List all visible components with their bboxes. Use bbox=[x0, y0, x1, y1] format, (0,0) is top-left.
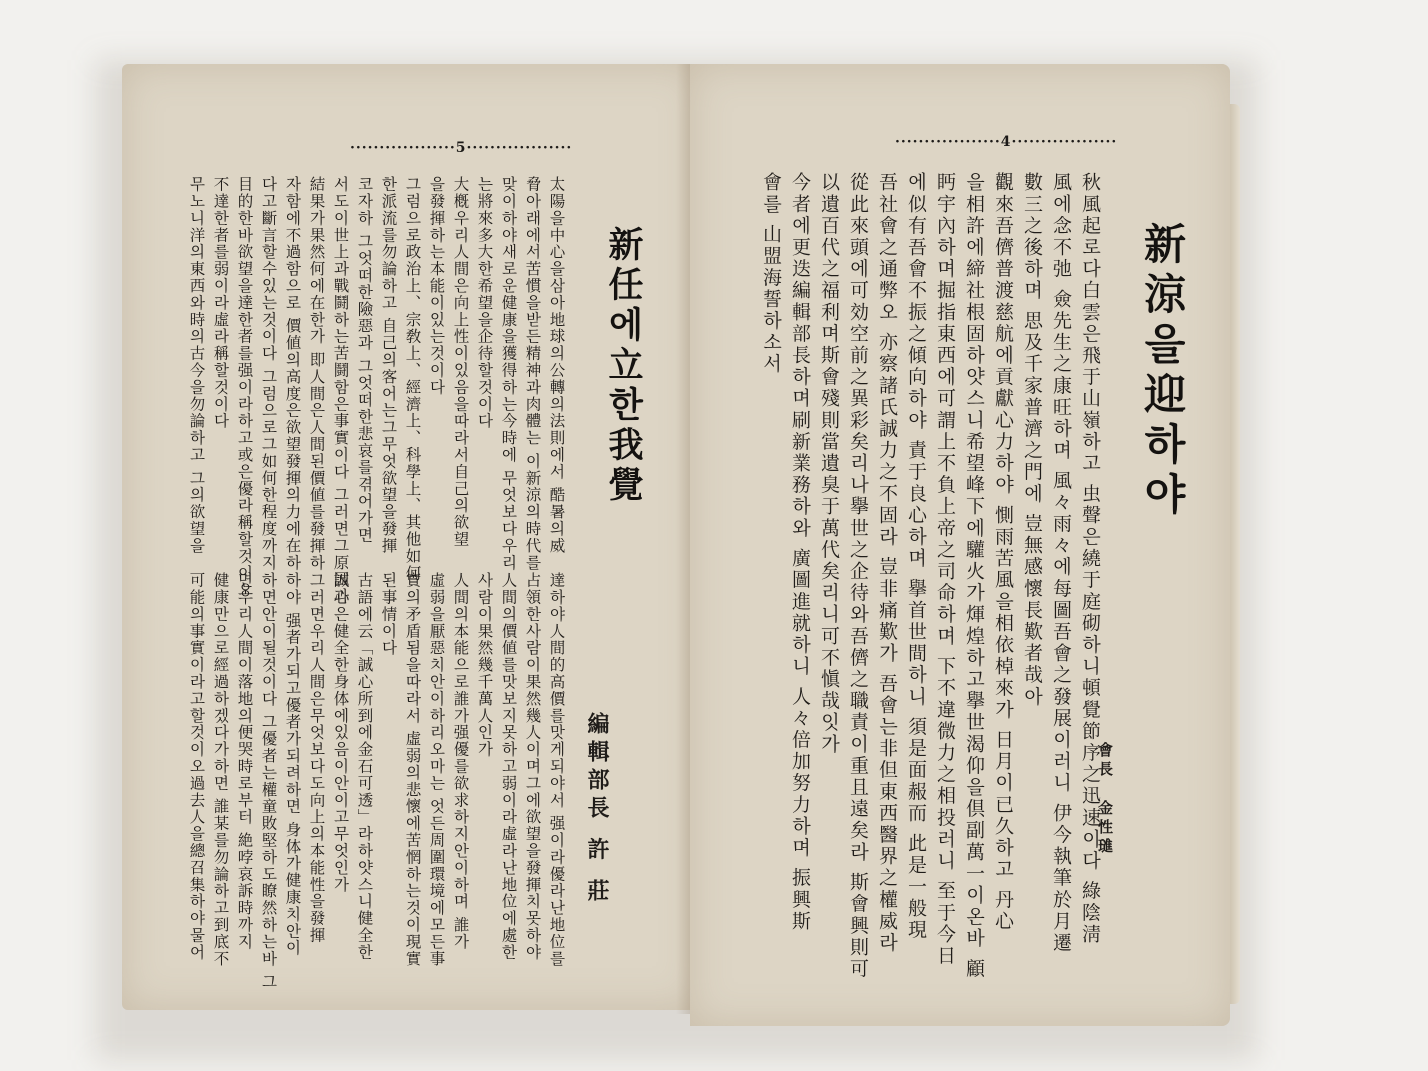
left-upper-column: 結果가果然何에在한가 即人間은人間된價値를發揮하 bbox=[307, 176, 326, 572]
left-upper-column: 한派流를勿論하고 自己의客어는그무엇欲望을發揮 bbox=[379, 176, 398, 555]
left-upper-column: 그럼으로政治上、宗敎上、經濟上、科學上、其他如何 bbox=[403, 176, 422, 582]
right-column: 從此來頭에可効空前之異彩矣리나擧世之企待와吾儕之職責이重且遠矣라 斯會興則可 bbox=[847, 172, 869, 980]
right-column: 을相許에締社根固하얏스니希望峰下에驩火가煇煌하고擧世渴仰을倶副萬一이온바 顧 bbox=[963, 172, 985, 980]
left-upper-column: 코자하 그엇떠한險惡과 그엇떠한悲哀를겪어가면 bbox=[355, 176, 374, 544]
left-lower-column: 虛弱을厭惡치안이하리오마는 엇든周圍環境에모든事 bbox=[427, 572, 446, 968]
left-upper-column: 을發揮하는本能이있는것이다 bbox=[427, 176, 446, 396]
right-column: 數三之後하며 思及千家普濟之門에 豈無感懷長歎者哉아 bbox=[1021, 172, 1043, 708]
right-column: 秋風起로다白雲은飛于山嶺하고 虫聲은繞于庭砌하니頓覺節序之迅速이다 綠陰淸 bbox=[1079, 172, 1101, 946]
left-upper-column: 大槪우리人間은向上性이있음을따라서自己의欲望 bbox=[451, 176, 470, 548]
left-article-title: 新任에立한我覺 bbox=[603, 226, 644, 506]
left-upper-column: 자함에不過함으로 價値의高度은欲望發揮의力에在하 bbox=[283, 176, 302, 572]
left-upper-column: 不達한者를弱이라虛라稱할것이다 bbox=[211, 176, 230, 430]
right-article-title: 新涼을迎하야 bbox=[1138, 222, 1187, 522]
left-page-number: 5 bbox=[455, 140, 467, 156]
left-upper-column: 다고斷言할수있는것이다 그럼으로그如何한程度까지 bbox=[259, 176, 278, 572]
left-lower-column: 된事情이다 bbox=[379, 572, 398, 657]
left-lower-column: 達하야人間的高價를맛게되야서 强이라優라난地位를 bbox=[547, 572, 566, 968]
left-upper-column: 太陽을中心을삼아地球의公轉의法則에서 酷暑의威 bbox=[547, 176, 566, 555]
right-column: 風에念不弛 僉先生之康旺하며 風々雨々에每圖吾會之發展이러니 伊今執筆於月遷 bbox=[1050, 172, 1072, 954]
left-folio: ··················5·················· bbox=[350, 140, 573, 156]
right-page-number: 4 bbox=[1000, 134, 1012, 150]
right-author-name: 金性璡 bbox=[1096, 800, 1114, 857]
left-lower-column: 사람이果然幾千萬人인가 bbox=[475, 572, 494, 758]
right-column: 眄宇內하며掘指東西에可謂上不負上帝之司命하며 下不違微力之相投러니 至于今日 bbox=[934, 172, 956, 967]
left-upper-column: 서도이世上과戰鬪하는苦鬪함은事實이다 그러면그原因과 bbox=[331, 176, 350, 605]
right-folio: ··················4·················· bbox=[895, 134, 1118, 150]
left-upper-column: 脅아래에서苦慣을받든精神과肉體는 이新涼의時代를 bbox=[523, 176, 542, 572]
left-lower-column: 하면안이될것이다 그優者는權童敗堅하도瞭然하는바 그 bbox=[259, 572, 278, 991]
right-column: 會를 山盟海誓하소서 bbox=[760, 172, 782, 376]
right-column: 에似有吾會不振之傾向하야 責于良心하며 擧首世間하니 須是面赧而 此是一般現 bbox=[905, 172, 927, 941]
left-lower-column: 人間의本能으로誰가强優를欲求하지안이하며 誰가 bbox=[451, 572, 470, 951]
right-column: 觀來吾儕普渡慈航에貢獻心力하야 惻雨苦風을相依棹來가 日月이已久하고 丹心 bbox=[992, 172, 1014, 933]
left-upper-column: 맞이하야새로운健康을獲得하는今時에 무엇보다우리 bbox=[499, 176, 518, 572]
left-lower-column: 면우리人間이落地의便哭時로부터 絶哱哀訴時까지 bbox=[235, 572, 254, 951]
left-lower-column: 그러면우리人間은무엇보다도向上의本能性을發揮 bbox=[307, 572, 326, 944]
right-column: 以遺百代之福利며斯會殘則當遺臭于萬代矣리니可不愼哉잇가 bbox=[818, 172, 840, 756]
right-author-title: 會長 bbox=[1096, 742, 1114, 780]
left-lower-column: 占領한사람이果然幾人이며그에欲望을發揮치못하야 bbox=[523, 572, 542, 961]
left-lower-column: 誠心은健全한身体에있음이안이고무엇인가 bbox=[331, 572, 350, 894]
left-article-byline: 編輯部長 許 莊 bbox=[584, 712, 610, 908]
left-upper-column: 무노니洋의東西와時의古今을勿論하고 그의欲望을 bbox=[187, 176, 206, 555]
left-upper-column: 는將來多大한希望을企待할것이다 bbox=[475, 176, 494, 430]
left-lower-column: 人間의價値를맛보지못하고弱이라虛라난地位에處한 bbox=[499, 572, 518, 961]
left-lower-column: 實의矛盾됨을따라서 虛弱의悲懷에苦惘하는것이現實 bbox=[403, 572, 422, 968]
left-lower-column: 古語에云「誠心所到에金石可透」라하얏스니健全한 bbox=[355, 572, 374, 961]
left-lower-column: 健康만으로經過하겠다가하면 誰某를勿論하고到底不 bbox=[211, 572, 230, 968]
right-column: 今者에更迭編輯部長하며刷新業務하와 廣圖進就하니 人々倍加努力하며 振興斯 bbox=[789, 172, 811, 933]
left-upper-column: 目的한바欲望을達한者를强이라하고或은優라稱할것이오 bbox=[235, 176, 254, 599]
right-column: 吾社會之通弊오 亦察諸氏誠力之不固라 豈非痛歎가 吾會는非但東西醫界之權威라 bbox=[876, 172, 898, 954]
left-lower-column: 하야 强者가되고優者가되려하면 身体가健康치안이 bbox=[283, 572, 302, 957]
left-lower-column: 可能의事實이라고할것이오過去人을總召集하야물어 bbox=[187, 572, 206, 961]
